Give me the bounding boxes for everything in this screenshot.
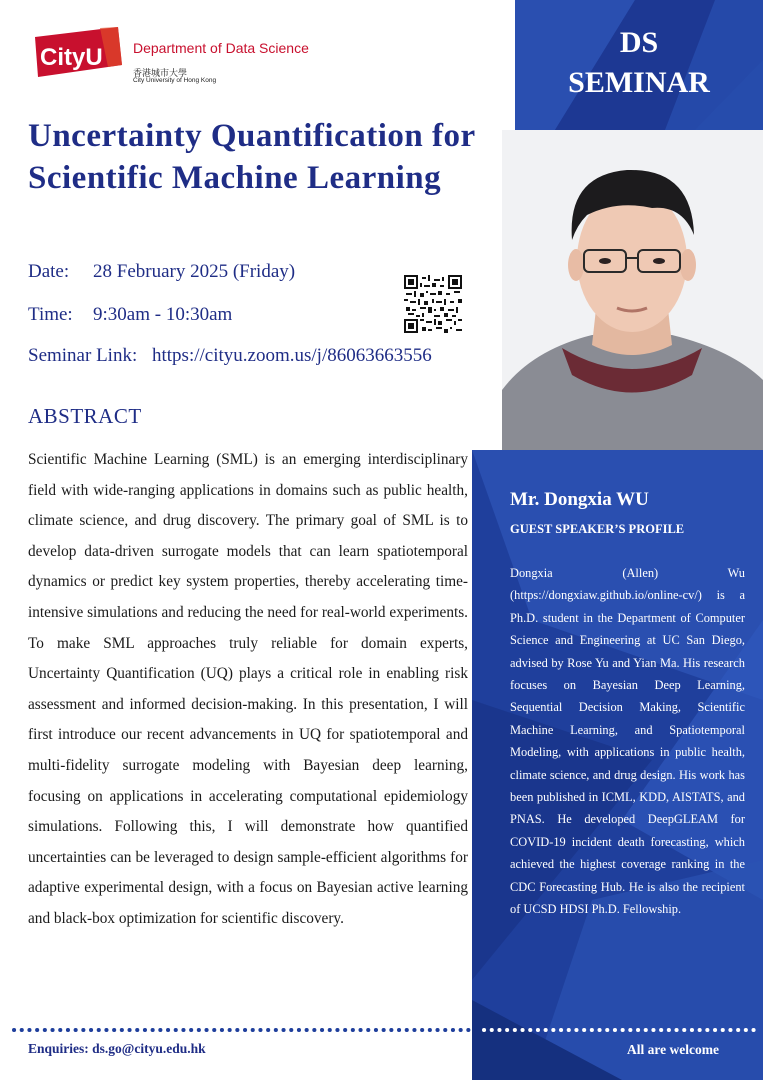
seminar-link-label: Seminar Link: [28, 345, 138, 366]
banner-title-line1: DS [619, 26, 659, 59]
speaker-bio: Dongxia (Allen) Wu (https://dongxiaw.github.io/online-cv/) is a Ph.D. student in the Department of Computer Science and Engineering at UC San Diego, advised by Rose Yu and Yian Ma. His research focuses on Bayesian Deep Learning, Sequential Decision Making, Scientific Machine Learning, and Spatiotemporal Modeling, with applications in public health, climate science, and drug design. His work has been published in ICML, KDD, AISTATS, and PNAS. He developed DeepGLEAM for COVID-19 incident death forecasting, which achieved the highest coverage ranking in the CDC Forecasting Hub. He is also the recipient of UCSD HDSI Ph.D. Fellowship. [510, 566, 745, 917]
qr-code-icon[interactable] [404, 275, 462, 333]
logo-wordmark: CityU [40, 44, 103, 71]
time-label: Time: [28, 304, 73, 325]
university-name-english: City University of Hong Kong [133, 77, 217, 84]
cityu-logo [30, 25, 125, 80]
speaker-name: Mr. Dongxia WU [510, 489, 649, 510]
speaker-portrait [502, 130, 763, 450]
banner-title-line2: SEMINAR [568, 66, 710, 99]
footer-divider-left [12, 1026, 472, 1034]
seminar-title: Uncertainty Quantification for Scientific Machine Learning [28, 118, 476, 196]
seminar-link[interactable]: https://cityu.zoom.us/j/86063663556 [152, 345, 432, 366]
speaker-profile-heading: GUEST SPEAKER’S PROFILE [510, 522, 685, 536]
department-name: Department of Data Science [133, 40, 309, 56]
welcome-note: All are welcome [627, 1042, 719, 1057]
date-value: 28 February 2025 (Friday) [93, 261, 296, 282]
date-label: Date: [28, 261, 70, 282]
abstract-text: Scientific Machine Learning (SML) is an emerging interdisciplinary field with wide-ranging applications in domains such as public health, climate science, and drug discovery. The primary goal of SML is to develop data-driven surrogate models that can learn spatiotemporal dynamics or predict key system properties, thereby accelerating time-intensive simulations and reducing the need for real-world experiments. To make SML approaches truly reliable for domain experts, Uncertainty Quantification (UQ) plays a critical role in enabling risk assessment and informed decision-making. In this presentation, I will first introduce our recent advancements in UQ for spatiotemporal and multi-fidelity surrogate modeling with Bayesian deep learning, focusing on applications in accelerating computational epidemiology simulations. Following this, I will demonstrate how quantified uncertainties can be leveraged to design sample-efficient algorithms for adaptive experimental design, with a focus on Bayesian active learning and black-box optimization for scientific discovery. [28, 451, 468, 927]
enquiries-contact[interactable]: Enquiries: ds.go@cityu.edu.hk [28, 1041, 206, 1056]
abstract-heading: ABSTRACT [28, 404, 142, 428]
footer-divider-right [482, 1026, 763, 1034]
university-name-chinese: 香港城市大學 [133, 68, 188, 78]
time-value: 9:30am - 10:30am [93, 304, 233, 325]
seminar-banner [515, 0, 763, 130]
